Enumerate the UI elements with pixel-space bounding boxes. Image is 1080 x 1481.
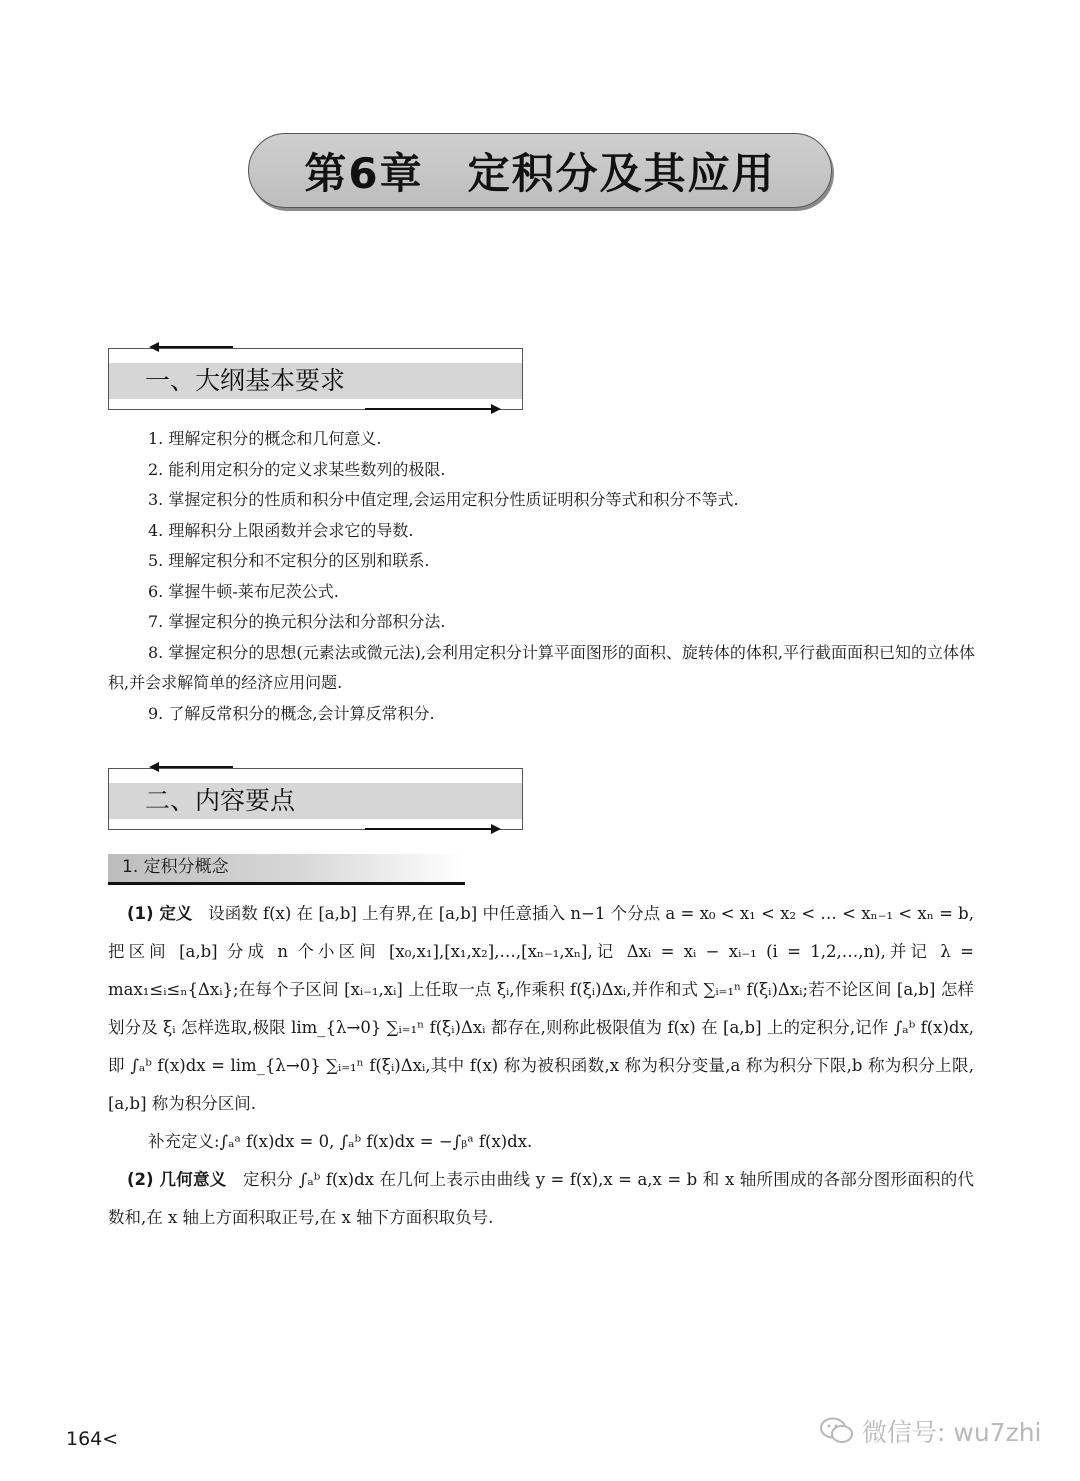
list-item: 2. 能利用定积分的定义求某些数列的极限. [148,459,446,479]
list-item: 4. 理解积分上限函数并会求它的导数. [148,520,414,540]
list-item: 8. 掌握定积分的思想(元素法或微元法),会利用定积分计算平面图形的面积、旋转体的体积,平行截面面积已知的立体体积,并会求解简单的经济应用问题. [108,642,976,692]
section-title: 二、内容要点 [145,786,296,815]
list-item: 9. 了解反常积分的概念,会计算反常积分. [148,703,435,723]
watermark-text: 微信号: wu7zhi [862,1418,1042,1447]
geometric-label: (2) 几何意义 [127,1170,227,1189]
section-title: 一、大纲基本要求 [145,366,346,395]
wechat-icon [820,1417,854,1445]
geometric-text: 定积分 ∫ₐᵇ f(x)dx 在几何上表示由曲线 y = f(x),x = a,x = b 和 x 轴所围成的各部分图形面积的代数和,在 x 轴上方面积取正号,在 x 轴下方面积取负号. [108,1170,974,1227]
watermark [820,1413,1041,1449]
chapter-number: 第6章 [304,148,424,198]
definition-content [108,895,974,1237]
geometric-meaning-paragraph [108,1161,974,1237]
requirements-list [108,424,978,729]
list-item: 5. 理解定积分和不定积分的区别和联系. [148,551,430,570]
chapter-title-banner [248,133,832,208]
chapter-title: 定积分及其应用 [467,148,776,198]
definition-text: 设函数 f(x) 在 [a,b] 上有界,在 [a,b] 中任意插入 n−1 个分点 a = x₀ < x₁ < x₂ < … < xₙ₋₁ < xₙ = b,把区间 [a,b] 分成 n 个小区间 [x₀,x₁],[x₁,x₂],…,[xₙ₋₁,xₙ],记 Δxᵢ = xᵢ − xᵢ₋₁ (i = 1,2,…,n),并记 λ = max₁≤ᵢ≤ₙ{Δxᵢ};在每个子区间 [xᵢ₋₁,xᵢ] 上任取一点 ξᵢ,作乘积 f(ξᵢ)Δxᵢ,并作和式 ∑ᵢ₌₁ⁿ f(ξᵢ)Δxᵢ;若不论区间 [a,b] 怎样划分及 ξᵢ 怎样选取,极限 lim_{λ→0} ∑ᵢ₌₁ⁿ f(ξᵢ)Δxᵢ 都存在,则称此极限值为 f(x) 在 [a,b] 上的定积分,记作 ∫ₐᵇ f(x)dx,即 ∫ₐᵇ f(x)dx = lim_{λ→0} ∑ᵢ₌₁ⁿ f(ξᵢ)Δxᵢ,其中 f(x) 称为被积函数,x 称为积分变量,a 称为积分下限,b 称为积分上限,[a,b] 称为积分区间. [108,904,974,1113]
list-item: 3. 掌握定积分的性质和积分中值定理,会运用定积分性质证明积分等式和积分不等式. [148,490,739,509]
list-item: 7. 掌握定积分的换元积分法和分部积分法. [148,612,446,631]
list-item: 6. 掌握牛顿-莱布尼茨公式. [148,581,339,601]
definition-label: (1) 定义 [127,904,193,923]
section-heading-key-points [108,768,523,830]
section-heading-requirements [108,348,523,410]
definition-paragraph [108,895,974,1123]
subsection-title: 1. 定积分概念 [122,857,229,877]
supplementary-definition: 补充定义:∫ₐᵃ f(x)dx = 0, ∫ₐᵇ f(x)dx = −∫ᵦᵃ f(x)dx. [148,1132,533,1151]
subsection-heading [108,854,465,885]
list-item: 1. 理解定积分的概念和几何意义. [148,429,382,448]
page-number: 164< [66,1428,119,1450]
